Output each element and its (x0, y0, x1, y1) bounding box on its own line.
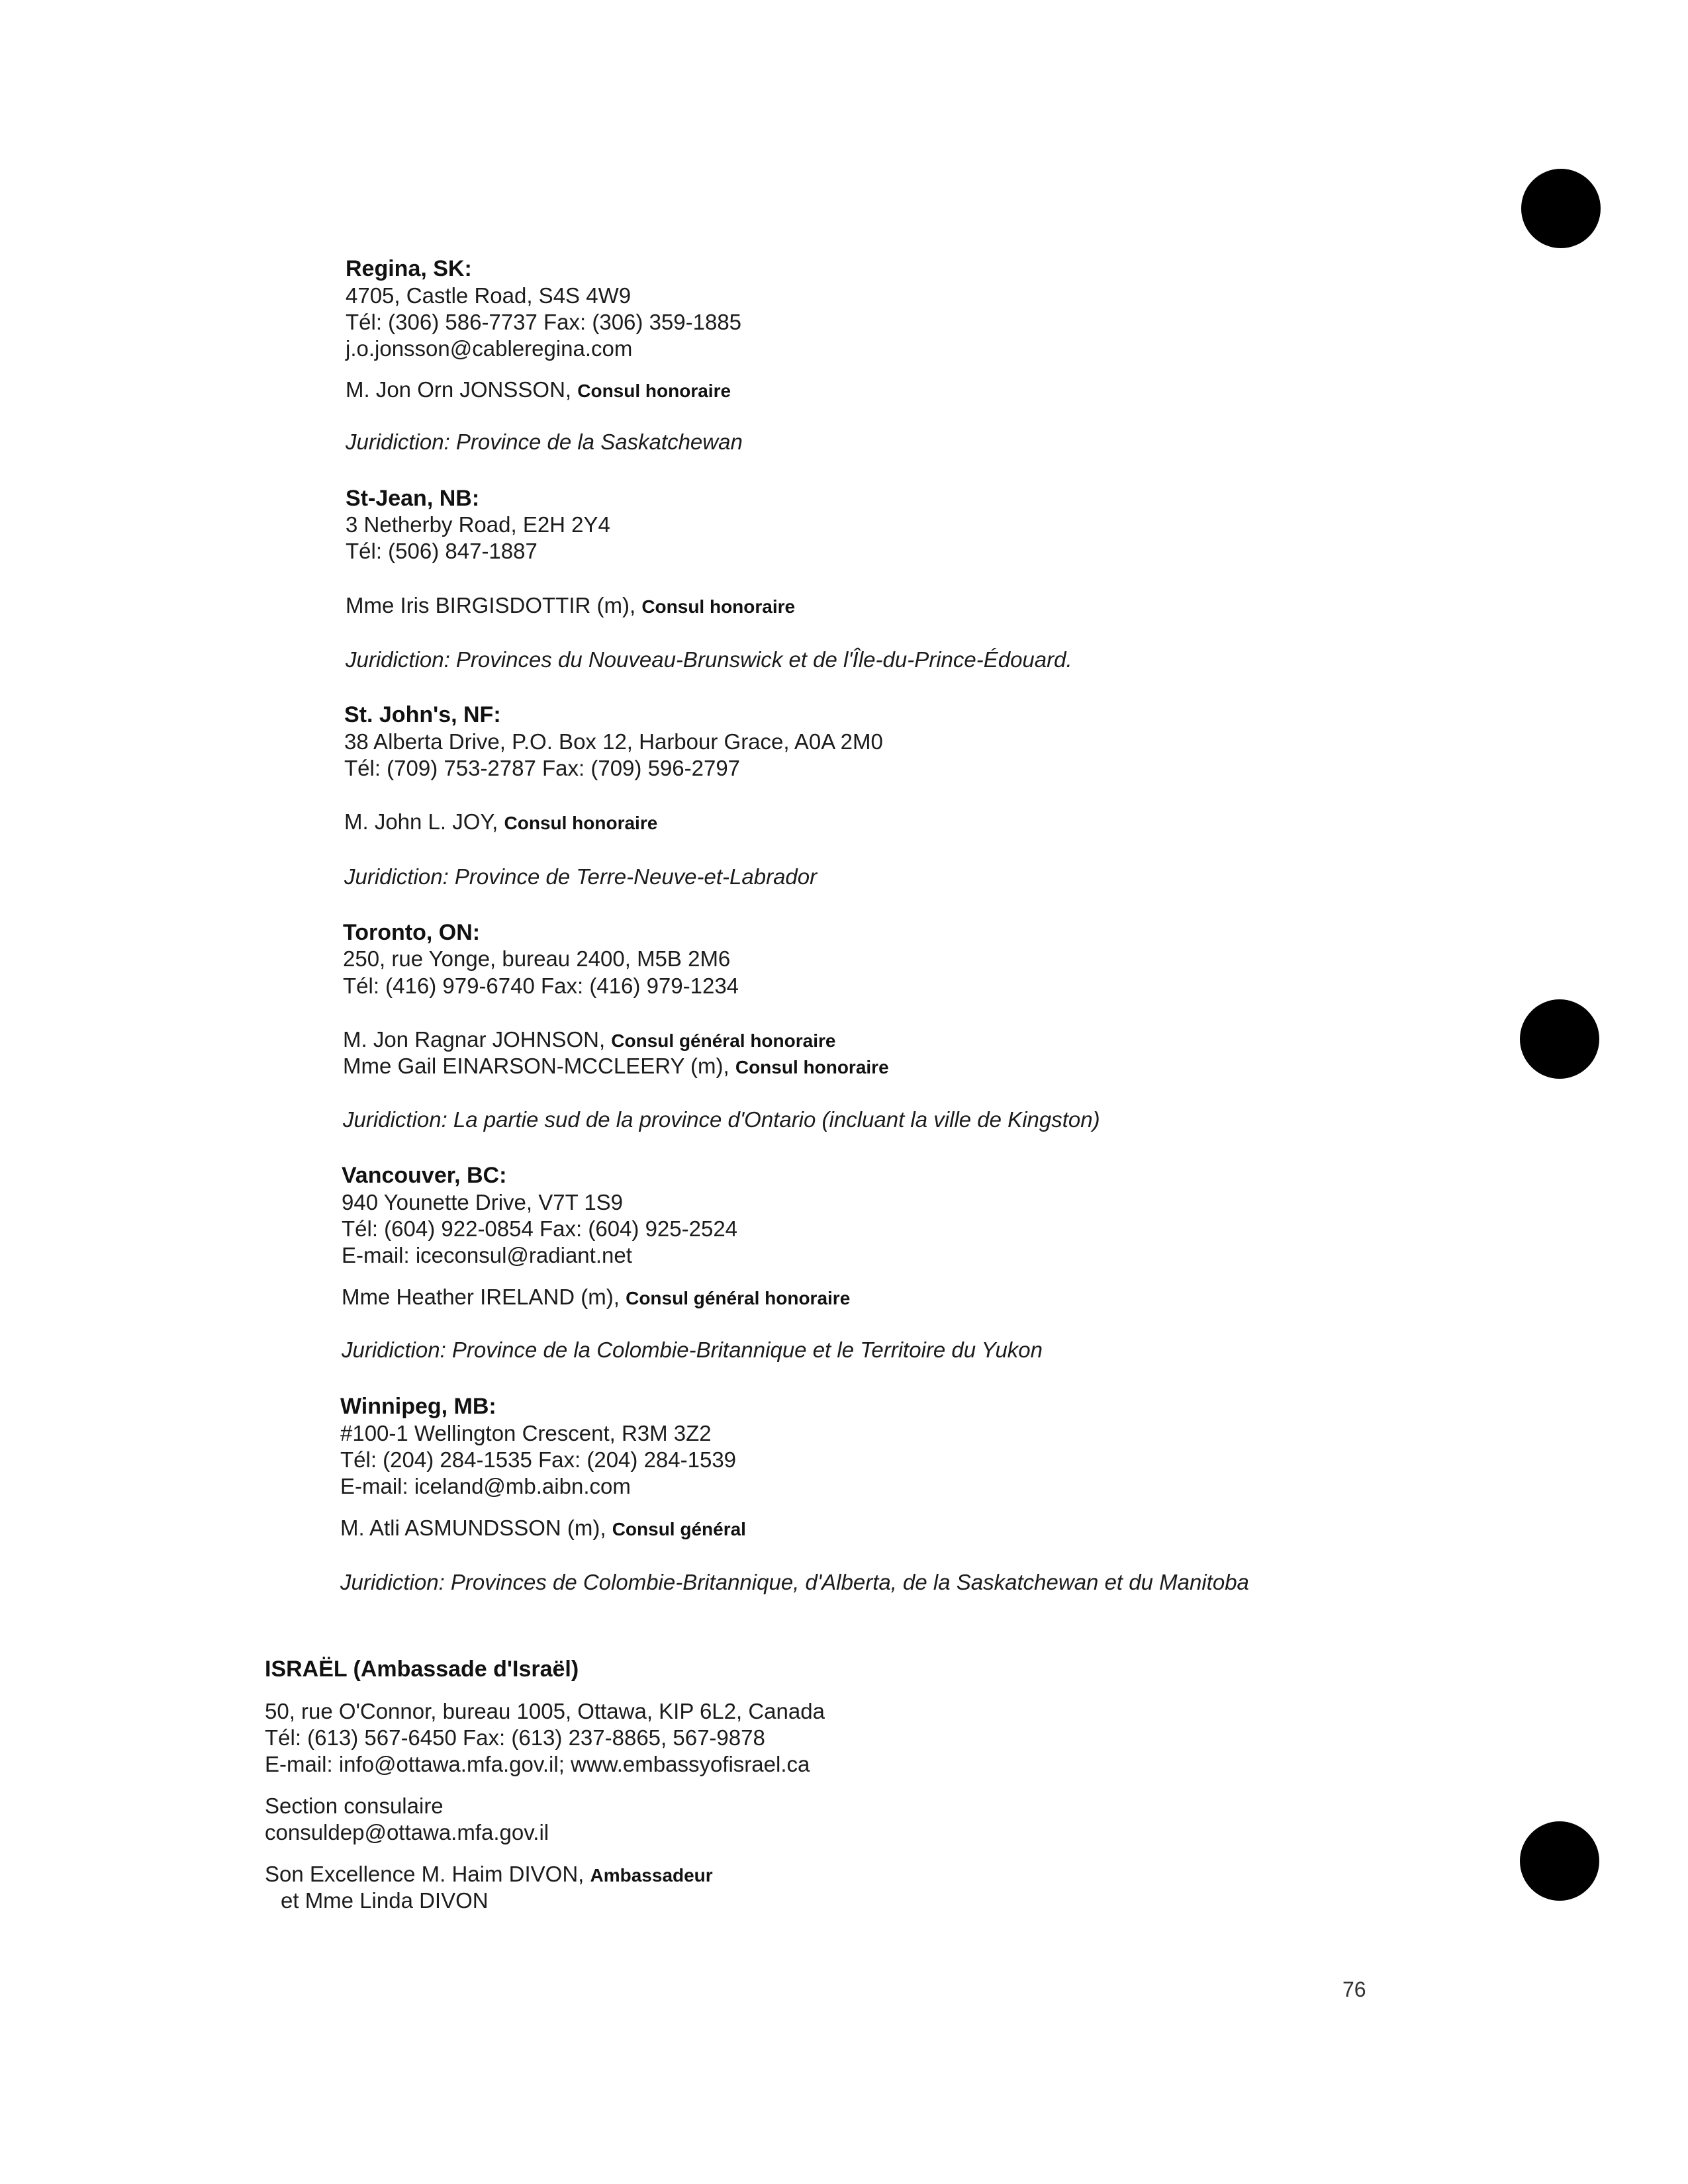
official-name: M. Atli ASMUNDSSON (m), (340, 1516, 612, 1540)
official-title: Consul général honoraire (626, 1288, 851, 1308)
official (346, 592, 795, 620)
embassy-phone-fax: Tél: (613) 567-6450 Fax: (613) 237-8865, 567-9878 (265, 1725, 765, 1750)
jurisdiction: Juridiction: Provinces de Colombie-Britannique, d'Alberta, de la Saskatchewan et du Manitoba (340, 1570, 1249, 1594)
official-name: Mme Iris BIRGISDOTTIR (m), (346, 593, 642, 617)
city-heading: Toronto, ON: (343, 920, 481, 945)
phone-fax: Tél: (204) 284-1535 Fax: (204) 284-1539 (340, 1447, 737, 1472)
official-title: Consul honoraire (504, 813, 658, 833)
embassy-address: 50, rue O'Connor, bureau 1005, Ottawa, KIP 6L2, Canada (265, 1699, 825, 1723)
ambassador (265, 1861, 713, 1889)
official-title: Consul général honoraire (611, 1030, 836, 1051)
city-heading: Winnipeg, MB: (340, 1394, 496, 1419)
address: 940 Younette Drive, V7T 1S9 (342, 1190, 624, 1214)
official-title: Consul honoraire (641, 596, 796, 617)
email: j.o.jonsson@cableregina.com (346, 336, 633, 361)
embassy-email-web: E-mail: info@ottawa.mfa.gov.il; www.embassyofisrael.ca (265, 1752, 810, 1776)
phone-fax: Tél: (604) 922-0854 Fax: (604) 925-2524 (342, 1216, 738, 1241)
ambassador-name: Son Excellence M. Haim DIVON, (265, 1862, 590, 1886)
official (342, 1284, 850, 1312)
official (340, 1515, 746, 1543)
city-heading: Regina, SK: (346, 256, 472, 281)
jurisdiction: Juridiction: Provinces du Nouveau-Brunswick et de l'Île-du-Prince-Édouard. (346, 647, 1072, 672)
city-heading: St. John's, NF: (344, 702, 501, 727)
address: 3 Netherby Road, E2H 2Y4 (346, 512, 610, 537)
official (343, 1053, 889, 1081)
binder-hole-bottom (1520, 1821, 1599, 1901)
official-title: Consul honoraire (577, 381, 731, 401)
jurisdiction: Juridiction: Province de Terre-Neuve-et-Labrador (344, 864, 818, 889)
official-title: Consul honoraire (735, 1057, 889, 1077)
country-heading: ISRAËL (Ambassade d'Israël) (265, 1657, 579, 1682)
phone-fax: Tél: (416) 979-6740 Fax: (416) 979-1234 (343, 974, 739, 998)
ambassador-spouse: et Mme Linda DIVON (281, 1888, 489, 1913)
binder-hole-middle (1520, 999, 1599, 1079)
official (346, 377, 731, 404)
official-name: Mme Gail EINARSON-MCCLEERY (m), (343, 1054, 735, 1078)
city-heading: St-Jean, NB: (346, 486, 480, 511)
email: E-mail: iceconsul@radiant.net (342, 1243, 632, 1267)
jurisdiction: Juridiction: Province de la Saskatchewan (346, 430, 743, 454)
official-name: M. Jon Orn JONSSON, (346, 377, 578, 402)
official-name: M. John L. JOY, (344, 809, 504, 834)
jurisdiction: Juridiction: La partie sud de la province d'Ontario (incluant la ville de Kingston) (343, 1107, 1100, 1132)
official-title: Consul général (612, 1519, 746, 1539)
official-name: Mme Heather IRELAND (m), (342, 1285, 626, 1309)
email: E-mail: iceland@mb.aibn.com (340, 1474, 631, 1498)
address: 4705, Castle Road, S4S 4W9 (346, 283, 632, 308)
consular-section-email: consuldep@ottawa.mfa.gov.il (265, 1820, 549, 1844)
official-name: M. Jon Ragnar JOHNSON, (343, 1027, 612, 1052)
address: 38 Alberta Drive, P.O. Box 12, Harbour Grace, A0A 2M0 (344, 729, 883, 754)
binder-hole-top (1521, 169, 1601, 248)
page-number: 76 (1342, 1978, 1366, 2001)
ambassador-title: Ambassadeur (590, 1865, 713, 1886)
phone-fax: Tél: (306) 586-7737 Fax: (306) 359-1885 (346, 310, 742, 334)
official (343, 1026, 835, 1054)
phone-fax: Tél: (709) 753-2787 Fax: (709) 596-2797 (344, 756, 741, 780)
phone-fax: Tél: (506) 847-1887 (346, 539, 538, 563)
jurisdiction: Juridiction: Province de la Colombie-Britannique et le Territoire du Yukon (342, 1338, 1043, 1362)
consular-section-label: Section consulaire (265, 1794, 444, 1818)
address: 250, rue Yonge, bureau 2400, M5B 2M6 (343, 946, 731, 971)
official (344, 809, 657, 837)
address: #100-1 Wellington Crescent, R3M 3Z2 (340, 1421, 712, 1445)
city-heading: Vancouver, BC: (342, 1163, 507, 1188)
